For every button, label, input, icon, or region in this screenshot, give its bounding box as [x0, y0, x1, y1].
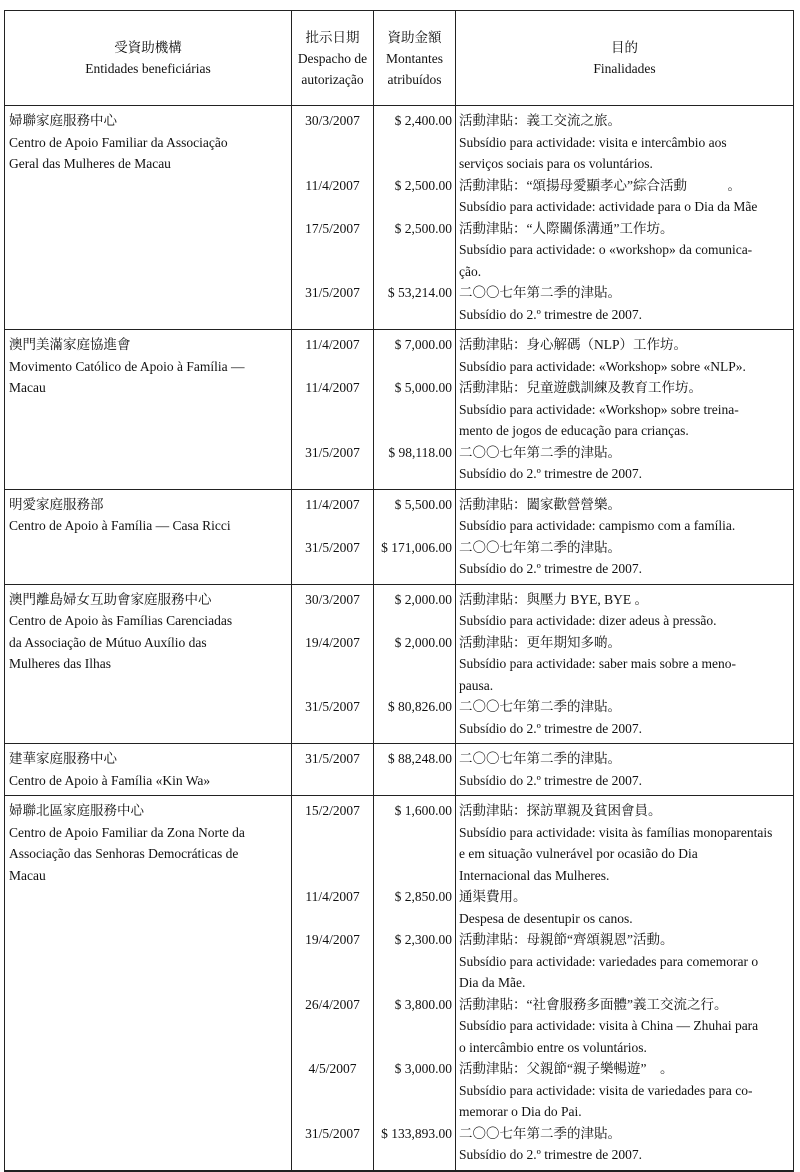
- entry-purpose: [459, 377, 793, 442]
- purpose-line: 活動津貼：義工交流之旅。: [459, 113, 621, 128]
- header-purpose: [455, 11, 793, 105]
- table-group: [5, 585, 793, 745]
- table-group: [5, 796, 793, 1170]
- entry-amount: $ 2,000.00: [394, 634, 452, 650]
- purpose-line: 活動津貼：兒童遊戲訓練及教育工作坊。: [459, 380, 702, 395]
- header-amount-zh: 資助金額: [387, 29, 442, 45]
- entry-amount: $ 3,000.00: [394, 1061, 452, 1076]
- header-purpose-zh: 目的: [611, 40, 638, 55]
- entity-name-line: Centro de Apoio às Famílias Carenciadas: [9, 613, 233, 628]
- entry-purpose: [459, 748, 793, 791]
- entity-name-line: Centro de Apoio Familiar da Zona Norte da: [9, 824, 245, 840]
- entry-date: 11/4/2007: [305, 337, 360, 352]
- purpose-line: Subsídio para actividade: variedades para comemorar o: [459, 953, 759, 969]
- entry-date: 17/5/2007: [305, 220, 360, 236]
- header-date-pt2: autorização: [301, 71, 364, 87]
- entry-purpose: [459, 218, 793, 283]
- header-entity: [5, 11, 291, 105]
- date-column: [291, 585, 373, 744]
- entity-name-line: 婦聯北區家庭服務中心: [9, 803, 144, 818]
- entry-purpose: [459, 1123, 793, 1166]
- table-body: [5, 106, 793, 1170]
- entry-purpose: [459, 632, 793, 697]
- amount-column: [373, 330, 455, 489]
- purpose-line: Dia da Mãe.: [459, 975, 526, 990]
- entity-cell: [5, 330, 291, 489]
- purpose-column: [455, 330, 793, 489]
- table-group: [5, 744, 793, 796]
- purpose-line: 活動津貼：父親節“親子樂暢遊” 。: [459, 1061, 674, 1076]
- entry-date: 4/5/2007: [308, 1061, 357, 1076]
- purpose-line: 二〇〇七年第二季的津貼。: [459, 539, 621, 555]
- entry-amount: $ 2,500.00: [394, 220, 452, 236]
- header-purpose-pt: Finalidades: [593, 61, 656, 76]
- entry-date: 26/4/2007: [305, 996, 360, 1012]
- entry-amount: $ 88,248.00: [387, 751, 452, 766]
- table-group: [5, 330, 793, 490]
- entry-amount: $ 5,500.00: [394, 496, 452, 512]
- entry-purpose: [459, 929, 793, 994]
- entry-amount: $ 5,000.00: [394, 380, 452, 395]
- subsidy-table: [4, 10, 794, 1172]
- purpose-line: Subsídio para actividade: «Workshop» sobre «NLP».: [459, 358, 746, 374]
- purpose-line: Subsídio do 2.º trimestre de 2007.: [459, 306, 643, 322]
- purpose-line: 活動津貼：“社會服務多面體”義工交流之行。: [459, 996, 728, 1012]
- date-column: [291, 796, 373, 1170]
- purpose-line: Subsídio para actividade: dizer adeus à pressão.: [459, 613, 717, 628]
- entry-date: 15/2/2007: [305, 803, 360, 818]
- header-amount: [373, 11, 455, 105]
- entries-grid: [291, 744, 793, 795]
- entry-date: 31/5/2007: [305, 1125, 360, 1141]
- entity-cell: [5, 585, 291, 744]
- purpose-line: 二〇〇七年第二季的津貼。: [459, 751, 621, 766]
- entity-name-line: Mulheres das Ilhas: [9, 656, 111, 671]
- purpose-column: [455, 490, 793, 584]
- purpose-line: 活動津貼：身心解碼（NLP）工作坊。: [459, 337, 688, 352]
- entry-amount: $ 2,400.00: [394, 113, 452, 128]
- amount-column: [373, 796, 455, 1170]
- table-group: [5, 490, 793, 585]
- entry-amount: $ 2,000.00: [394, 591, 452, 607]
- purpose-line: 活動津貼：探訪單親及貧困會員。: [459, 803, 662, 818]
- purpose-line: Subsídio do 2.º trimestre de 2007.: [459, 561, 643, 576]
- header-entity-pt: Entidades beneficiárias: [85, 61, 211, 76]
- purpose-line: e em situação vulnerável por ocasião do Dia: [459, 846, 698, 861]
- purpose-line: Subsídio para actividade: actividade para o Dia da Mãe: [459, 199, 758, 214]
- entry-purpose: [459, 1058, 793, 1123]
- header-amount-pt2: atribuídos: [387, 71, 442, 87]
- purpose-line: Subsídio para actividade: visita às famílias monoparentais: [459, 824, 773, 840]
- entries-grid: [291, 106, 793, 329]
- purpose-line: Subsídio para actividade: visita de variedades para co-: [459, 1082, 753, 1098]
- entry-date: 31/5/2007: [305, 444, 360, 460]
- entry-amount: $ 7,000.00: [394, 337, 452, 352]
- purpose-line: Subsídio para actividade: saber mais sobre a meno-: [459, 656, 737, 671]
- entry-date: 11/4/2007: [305, 496, 360, 512]
- entity-name-line: 婦聯家庭服務中心: [9, 113, 117, 128]
- entity-name-line: Centro de Apoio à Família — Casa Ricci: [9, 518, 231, 533]
- entries-grid: [291, 330, 793, 489]
- header-date-pt1: Despacho de: [297, 50, 368, 66]
- purpose-line: 二〇〇七年第二季的津貼。: [459, 1125, 621, 1141]
- purpose-line: ção.: [459, 263, 482, 279]
- purpose-line: serviços sociais para os voluntários.: [459, 156, 653, 171]
- entity-cell: [5, 106, 291, 329]
- entity-name-line: da Associação de Mútuo Auxílio das: [9, 634, 207, 650]
- amount-column: [373, 106, 455, 329]
- purpose-line: Subsídio para actividade: campismo com a família.: [459, 518, 736, 533]
- entry-date: 19/4/2007: [305, 634, 360, 650]
- entity-name-line: Associação das Senhoras Democráticas de: [9, 846, 239, 861]
- entry-amount: $ 2,500.00: [394, 177, 452, 193]
- entry-purpose: [459, 494, 793, 537]
- entry-amount: $ 98,118.00: [388, 444, 452, 460]
- purpose-line: Subsídio do 2.º trimestre de 2007.: [459, 720, 643, 736]
- entry-purpose: [459, 334, 793, 377]
- purpose-line: mento de jogos de educação para crianças.: [459, 423, 689, 438]
- purpose-line: 活動津貼：“人際關係溝通”工作坊。: [459, 220, 674, 236]
- header-amount-pt1: Montantes: [386, 50, 443, 66]
- entry-date: 11/4/2007: [305, 889, 360, 904]
- entry-purpose: [459, 589, 793, 632]
- purpose-line: 活動津貼：闔家歡營營樂。: [459, 496, 621, 512]
- purpose-column: [455, 106, 793, 329]
- header-date-zh: 批示日期: [305, 29, 360, 45]
- entity-name-line: Centro de Apoio à Família «Kin Wa»: [9, 772, 211, 788]
- entry-date: 31/5/2007: [305, 285, 360, 300]
- purpose-line: Despesa de desentupir os canos.: [459, 910, 633, 926]
- header-entity-zh: 受資助機構: [114, 40, 182, 55]
- entry-date: 31/5/2007: [305, 751, 360, 766]
- purpose-line: Subsídio para actividade: «Workshop» sobre treina-: [459, 401, 739, 417]
- entity-name-line: Movimento Católico de Apoio à Família —: [9, 358, 245, 374]
- entry-purpose: [459, 886, 793, 929]
- purpose-line: Subsídio para actividade: visita à China — Zhuhai para: [459, 1018, 759, 1033]
- entity-name-line: Macau: [9, 380, 46, 395]
- entry-purpose: [459, 800, 793, 886]
- purpose-line: Subsídio do 2.º trimestre de 2007.: [459, 466, 643, 481]
- purpose-line: 活動津貼：與壓力 BYE, BYE 。: [459, 591, 648, 607]
- entry-purpose: [459, 994, 793, 1059]
- entry-date: 30/3/2007: [305, 591, 360, 607]
- entity-name-line: Macau: [9, 867, 46, 883]
- entity-cell: [5, 744, 291, 795]
- entry-purpose: [459, 537, 793, 580]
- entry-amount: $ 133,893.00: [381, 1125, 452, 1141]
- purpose-column: [455, 744, 793, 795]
- purpose-line: 二〇〇七年第二季的津貼。: [459, 699, 621, 714]
- purpose-line: pausa.: [459, 677, 494, 693]
- entry-date: 31/5/2007: [305, 699, 360, 714]
- purpose-column: [455, 585, 793, 744]
- entries-grid: [291, 796, 793, 1170]
- entry-amount: $ 2,850.00: [394, 889, 452, 904]
- entry-amount: $ 53,214.00: [387, 285, 452, 300]
- entry-date: 30/3/2007: [305, 113, 360, 128]
- entity-name-line: Centro de Apoio Familiar da Associação: [9, 134, 228, 150]
- entity-name-line: 建華家庭服務中心: [9, 751, 117, 766]
- purpose-column: [455, 796, 793, 1170]
- entity-name-line: Geral das Mulheres de Macau: [9, 156, 171, 171]
- date-column: [291, 106, 373, 329]
- purpose-line: Subsídio para actividade: o «workshop» da comunica-: [459, 242, 753, 257]
- purpose-line: 二〇〇七年第二季的津貼。: [459, 444, 621, 460]
- entity-name-line: 澳門離島婦女互助會家庭服務中心: [9, 591, 212, 607]
- table-group: [5, 106, 793, 330]
- entry-purpose: [459, 696, 793, 739]
- amount-column: [373, 585, 455, 744]
- purpose-line: Subsídio do 2.º trimestre de 2007.: [459, 772, 643, 788]
- purpose-line: 通渠費用。: [459, 889, 527, 904]
- entry-amount: $ 171,006.00: [381, 539, 452, 555]
- entity-cell: [5, 796, 291, 1170]
- entry-date: 19/4/2007: [305, 932, 360, 947]
- entry-date: 11/4/2007: [305, 380, 360, 395]
- entry-amount: $ 2,300.00: [394, 932, 452, 947]
- purpose-line: 活動津貼：“頌揚母愛顯孝心”綜合活動 。: [459, 177, 741, 193]
- entity-name-line: 明愛家庭服務部: [9, 496, 104, 512]
- entity-cell: [5, 490, 291, 584]
- date-column: [291, 490, 373, 584]
- purpose-line: 活動津貼：更年期知多啲。: [459, 634, 621, 650]
- purpose-line: Internacional das Mulheres.: [459, 867, 610, 883]
- date-column: [291, 744, 373, 795]
- entry-date: 11/4/2007: [305, 177, 360, 193]
- purpose-line: Subsídio para actividade: visita e intercâmbio aos: [459, 134, 727, 150]
- entry-amount: $ 1,600.00: [394, 803, 452, 818]
- purpose-line: 二〇〇七年第二季的津貼。: [459, 285, 621, 300]
- entry-purpose: [459, 175, 793, 218]
- amount-column: [373, 490, 455, 584]
- purpose-line: memorar o Dia do Pai.: [459, 1104, 582, 1119]
- entry-date: 31/5/2007: [305, 539, 360, 555]
- entry-amount: $ 3,800.00: [394, 996, 452, 1012]
- entry-amount: $ 80,826.00: [387, 699, 452, 714]
- table-header: [5, 11, 793, 106]
- entries-grid: [291, 490, 793, 584]
- purpose-line: Subsídio do 2.º trimestre de 2007.: [459, 1147, 643, 1162]
- purpose-line: o intercâmbio entre os voluntários.: [459, 1039, 647, 1055]
- entry-purpose: [459, 442, 793, 485]
- entry-purpose: [459, 110, 793, 175]
- header-date: [291, 11, 373, 105]
- entries-grid: [291, 585, 793, 744]
- entity-name-line: 澳門美滿家庭協進會: [9, 337, 131, 352]
- purpose-line: 活動津貼：母親節“齊頌親恩”活動。: [459, 932, 674, 947]
- amount-column: [373, 744, 455, 795]
- entry-purpose: [459, 282, 793, 325]
- date-column: [291, 330, 373, 489]
